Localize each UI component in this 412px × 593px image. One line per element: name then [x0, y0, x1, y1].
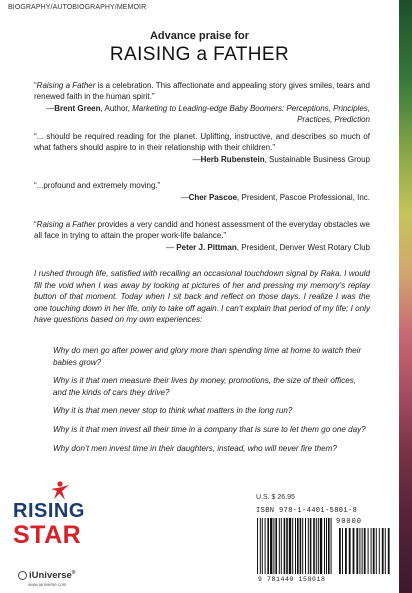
- barcode-addon-bar: [376, 528, 377, 574]
- logo-star-text: STAR: [13, 521, 82, 549]
- quote-text: “Raising a Father provides a very candid and honest assessment of the everyday obstacles we all face in trying to attain the proper work-life balance.”: [34, 220, 370, 240]
- question-list: [53, 345, 371, 461]
- barcode-bar: [289, 518, 291, 574]
- barcode-addon-bar: [385, 528, 386, 574]
- barcode-bar: [324, 518, 325, 574]
- barcode-bar: [262, 518, 263, 574]
- barcode-bar: [313, 518, 315, 574]
- barcode-bar: [257, 518, 258, 574]
- leaping-figure-icon: [49, 480, 71, 502]
- barcode-addon-bar: [371, 528, 372, 574]
- barcode-addon-bar: [359, 528, 360, 574]
- barcode-bar: [328, 518, 330, 574]
- barcode-bar: [331, 518, 332, 574]
- barcode-bars: [255, 516, 393, 576]
- barcode-addon-bar: [349, 528, 351, 574]
- book-spine-gradient: [399, 0, 412, 593]
- barcode-bar: [265, 518, 266, 574]
- barcode-addon-bar: [342, 528, 343, 574]
- list-item: Why do men go after power and glory more than spending time at home to watch their babies grow?: [53, 346, 362, 367]
- barcode-bar: [275, 518, 277, 574]
- barcode-addon-bar: [368, 528, 369, 574]
- barcode-bar: [286, 518, 288, 574]
- publisher-url: www.iuniverse.com: [28, 582, 67, 587]
- barcode-addon-bar: [388, 528, 390, 574]
- praise-quote-4: [34, 219, 370, 253]
- list-item: Why don’t men invest time in their daughters, instead, who will never fire them?: [53, 443, 337, 453]
- category-label: BIOGRAPHY/AUTOBIOGRAPHY/MEMOIR: [8, 4, 147, 11]
- barcode-addon-bar: [382, 528, 384, 574]
- quote-attribution: —Brent Green, Author, Marketing to Leading-edge Baby Boomers: Perceptions, Principles, Practices, Prediction: [46, 104, 370, 124]
- barcode-bar: [310, 518, 312, 574]
- isbn-barcode: [255, 516, 393, 584]
- barcode-bar: [270, 518, 272, 574]
- barcode-bar: [284, 518, 286, 574]
- barcode-addon-bar: [345, 528, 347, 574]
- quote-attribution: —Cher Pascoe, President, Pascoe Professional, Inc.: [180, 193, 370, 202]
- barcode-bar: [279, 518, 280, 574]
- price-label: U.S. $ 26.95: [256, 494, 295, 501]
- barcode-bar: [267, 518, 269, 574]
- barcode-bar: [316, 518, 317, 574]
- praise-quote-3: [34, 180, 370, 203]
- barcode-bar: [295, 518, 296, 574]
- barcode-bar: [318, 518, 319, 574]
- barcode-bar: [305, 518, 306, 574]
- barcode-bar: [260, 518, 261, 574]
- iuniverse-swirl-icon: [18, 571, 27, 580]
- story-excerpt: I rushed through life, satisfied with recalling an occasional touchdown signal by Raka. I would fill the void when I was away by looking at pictures of her and pressing my memory’s replay button of that moment. Today when I sit back and reflect on those days, I realize I was the one touching down in her life, only to take off again. I can’t explain that period of my life; I only have questions based on my own experiences:: [34, 269, 370, 325]
- barcode-addon-bar: [373, 528, 375, 574]
- book-title: RAISING a FATHER: [109, 44, 290, 65]
- list-item: Why it is that men never stop to think what matters in the long run?: [53, 406, 293, 416]
- barcode-bar: [302, 518, 303, 574]
- barcode-bar: [273, 518, 274, 574]
- barcode-addon-bar: [362, 528, 363, 574]
- logo-rising-text: RISING: [13, 500, 85, 522]
- isbn-label: ISBN 978-1-4401-5801-8: [256, 507, 358, 515]
- barcode-addon-bar: [356, 528, 358, 574]
- quote-text: “... should be required reading for the planet. Uplifting, instructive, and describes so much of what fathers should aspire to in their relationship with their children.”: [34, 132, 370, 152]
- list-item: Why is it that men measure their lives by money, promotions, the size of their offices, and the kinds of cars they drive?: [53, 376, 357, 397]
- barcode-bar: [300, 518, 302, 574]
- quote-attribution: — Peter J. Pittman, President, Denver West Rotary Club: [166, 243, 370, 252]
- barcode-ean-digits: 9 781440 158018: [258, 576, 326, 583]
- quote-text: “Raising a Father is a celebration. This affectionate and appealing story gives smiles, tears and renewed faith in the human spirit.”: [34, 81, 370, 101]
- barcode-bar: [292, 518, 293, 574]
- advance-praise-heading: Advance praise for: [149, 30, 250, 42]
- iuniverse-logo: iUniverse®: [18, 570, 75, 581]
- quote-text: “...profound and extremely moving.”: [34, 181, 161, 190]
- barcode-bar: [320, 518, 322, 574]
- barcode-bar: [297, 518, 299, 574]
- barcode-addon-bar: [339, 528, 341, 574]
- barcode-bar: [281, 518, 282, 574]
- barcode-addon-digits: 90000: [336, 518, 363, 526]
- list-item: Why is it that men invest all their time in a company that is sure to let them go one day?: [53, 424, 366, 434]
- barcode-addon-bar: [364, 528, 366, 574]
- quote-attribution: —Herb Rubenstein, Sustainable Business Group: [192, 155, 370, 164]
- barcode-bar: [308, 518, 309, 574]
- barcode-addon-bar: [379, 528, 380, 574]
- barcode-bar: [326, 518, 327, 574]
- barcode-addon-bar: [353, 528, 355, 574]
- praise-quote-1: [34, 80, 370, 125]
- praise-quote-2: [34, 131, 370, 165]
